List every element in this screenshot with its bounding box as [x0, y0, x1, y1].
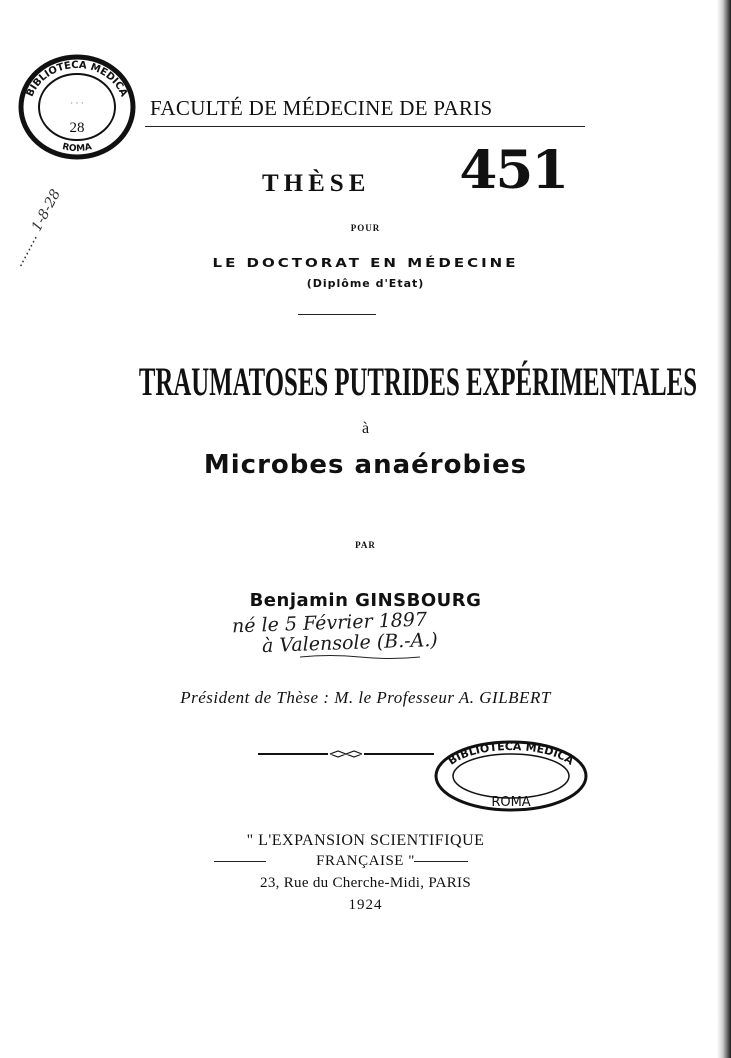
doctorat-line: LE DOCTORAT EN MÉDECINE	[212, 255, 519, 271]
stamp-faint-mark: · · ·	[70, 98, 84, 108]
stamp2-ring-text: BIBLIOTECA MEDICA	[445, 739, 577, 768]
stamp-ring-text: BIBLIOTECA MEDICA	[24, 59, 130, 99]
these-heading: THÈSE	[262, 170, 371, 197]
library-stamp-bottom-right	[432, 738, 590, 814]
handwritten-birth-date: né le 5 Février 1897	[231, 608, 428, 638]
publication-year: 1924	[348, 897, 383, 913]
stamp-number-text: 28	[69, 120, 85, 136]
pour-label: POUR	[350, 223, 381, 233]
stamp-bottom-text: ROMA	[61, 142, 93, 155]
thesis-title: TRAUMATOSES PUTRIDES EXPÉRIMENTALES	[138, 359, 698, 404]
section-divider	[298, 314, 376, 315]
title-connector: à	[361, 420, 370, 437]
publisher-name-cont: FRANÇAISE "	[316, 853, 415, 869]
faculty-heading: FACULTÉ DE MÉDECINE DE PARIS	[150, 96, 493, 120]
handwritten-birth-place: à Valensole (B.-A.)	[261, 628, 439, 658]
handwriting-underline	[300, 654, 420, 660]
ornamental-divider	[258, 750, 434, 758]
svg-text:BIBLIOTECA MEDICA	[25, 60, 130, 99]
margin-pencil-note: ........ 1-8-28	[10, 186, 65, 270]
page-edge-shadow	[717, 0, 731, 1058]
par-label: PAR	[355, 540, 376, 550]
svg-text:ROMA	[61, 142, 93, 154]
publisher-address: 23, Rue du Cherche-Midi, PARIS	[260, 875, 471, 891]
thesis-president: Président de Thèse : M. le Professeur A. GILBERT	[180, 688, 551, 707]
author-name: Benjamin GINSBOURG	[249, 590, 482, 611]
publisher-name: " L'EXPANSION SCIENTIFIQUE	[246, 832, 485, 849]
thesis-subtitle: Microbes anaérobies	[203, 450, 528, 480]
diplome-line: (Diplôme d'Etat)	[306, 277, 425, 290]
faculty-underline	[145, 126, 585, 127]
library-stamp-top-left	[16, 52, 138, 162]
inventory-number: 451	[459, 140, 568, 201]
stamp2-bottom-text: ROMA	[491, 795, 531, 810]
